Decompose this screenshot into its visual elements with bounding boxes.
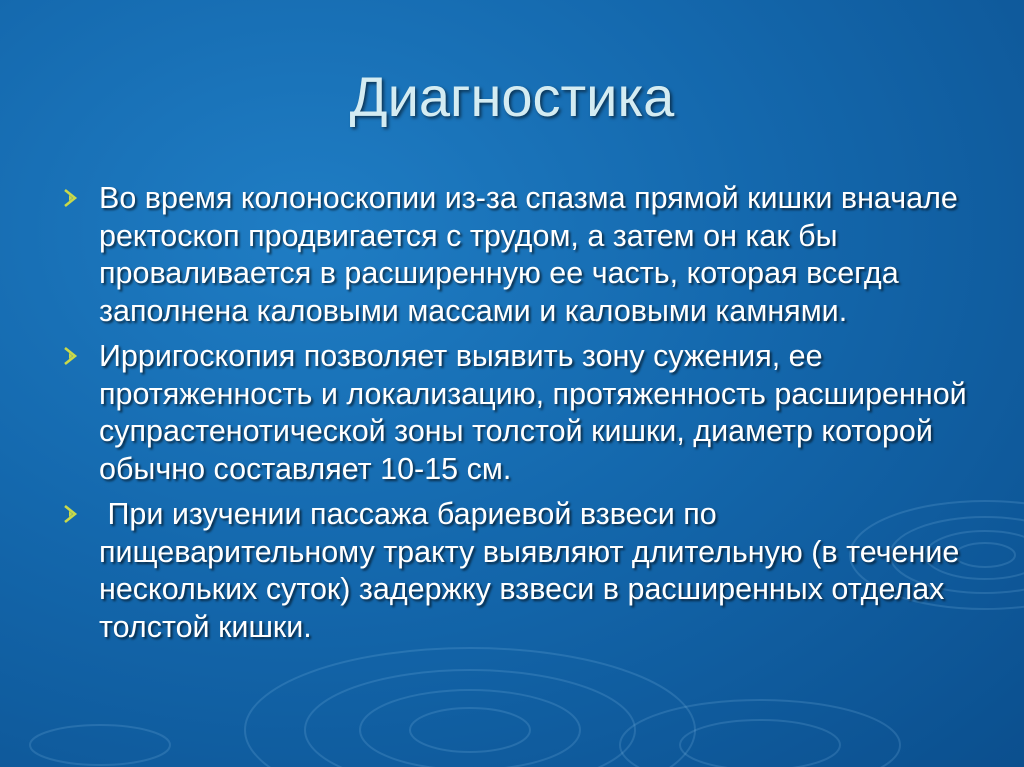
bullet-text: Во время колоноскопии из-за спазма прямой кишки вначале ректоскоп продвигается с трудом, а затем он как бы проваливается в расширенную ее часть, которая всегда заполнена каловыми массами и каловыми камнями. xyxy=(99,181,958,328)
bullet-item-irrigoscopy xyxy=(62,338,972,488)
bullet-text: Ирригоскопия позволяет выявить зону сужения, ее протяженность и локализацию, протяженность расширенной супрастенотической зоны толстой кишки, диаметр которой обычно составляет 10-15 см. xyxy=(99,339,967,486)
slide-title: Диагностика xyxy=(349,65,675,128)
bullet-item-colonoscopy xyxy=(62,180,972,330)
bullet-list xyxy=(62,180,972,654)
arrowhead-bullet-icon xyxy=(62,186,80,210)
bullet-text: При изучении пассажа бариевой взвеси по пищеварительному тракту выявляют длительную (в течение нескольких суток) задержку взвеси в расширенных отделах толстой кишки. xyxy=(99,497,968,644)
arrowhead-bullet-icon xyxy=(62,502,80,526)
bullet-item-barium-passage xyxy=(62,496,972,646)
arrowhead-bullet-icon xyxy=(62,344,80,368)
